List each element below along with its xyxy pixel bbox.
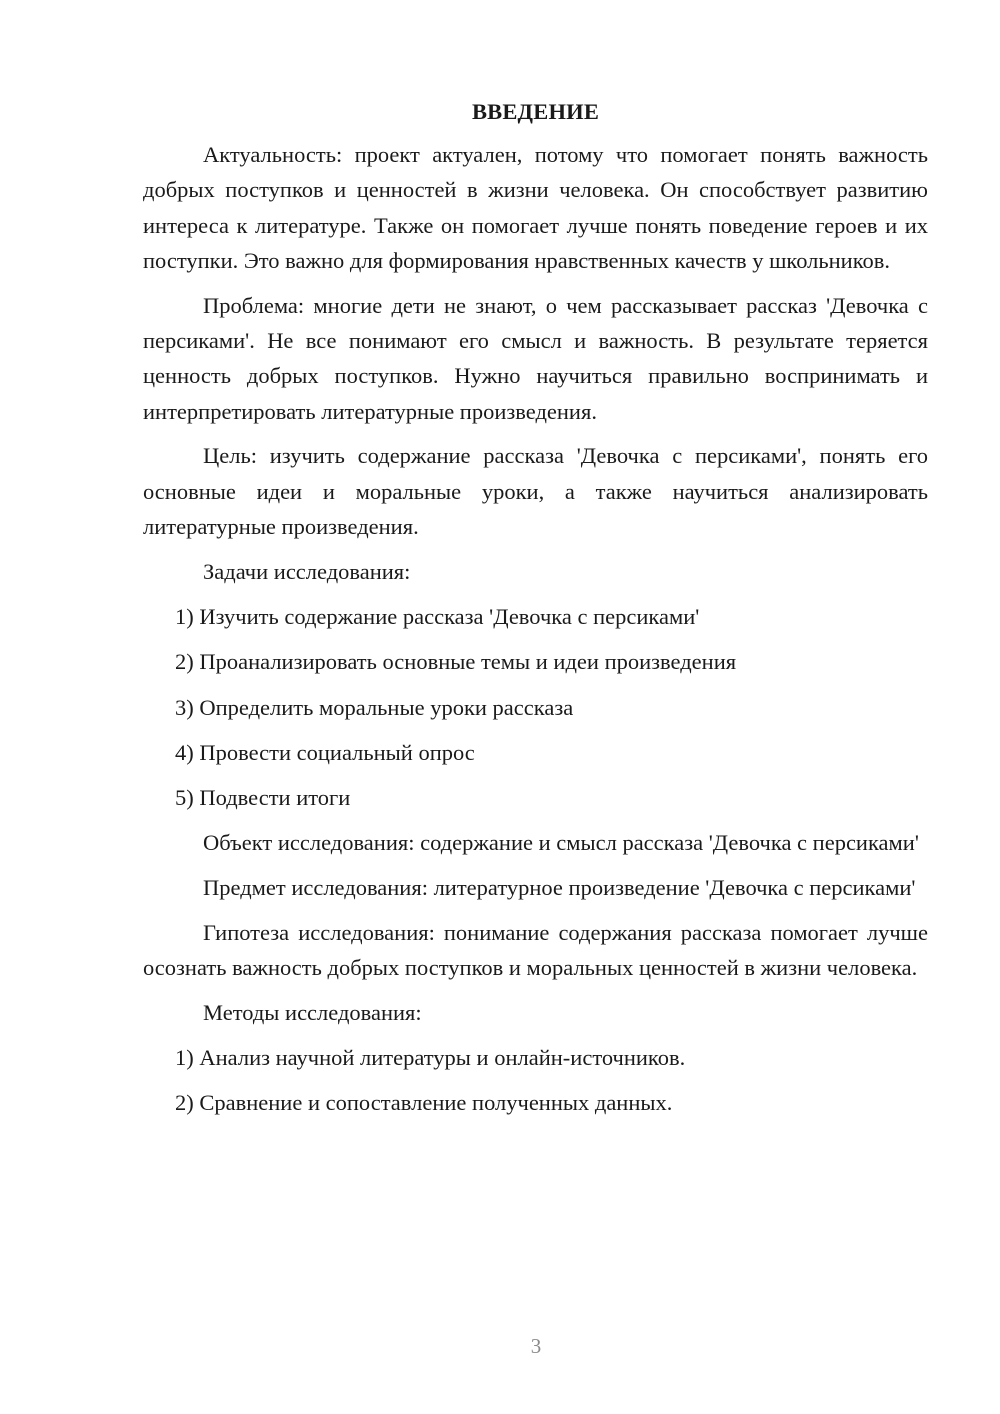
paragraph-hypothesis: Гипотеза исследования: понимание содержания рассказа помогает лучше осознать важность добрых поступков и моральных ценностей в жизни человека.: [143, 919, 928, 980]
paragraph-relevance: Актуальность: проект актуален, потому что помогает понять важность добрых поступков и ценностей в жизни человека. Он способствует развитию интереса к литературе. Также он помогает лучше понять поведение героев и их поступки. Это важно для формирования нравственных качеств у школьников.: [143, 142, 928, 273]
list-item: 4) Провести социальный опрос: [175, 739, 475, 765]
tasks-heading: Задачи исследования:: [203, 558, 411, 584]
list-item: 5) Подвести итоги: [175, 785, 351, 811]
list-item: 3) Определить моральные уроки рассказа: [175, 694, 574, 720]
page-title: ВВЕДЕНИЕ: [471, 99, 600, 124]
paragraph-subject: Предмет исследования: литературное произведение 'Девочка с персиками': [203, 874, 916, 900]
methods-heading: Методы исследования:: [203, 999, 422, 1025]
list-item: 1) Изучить содержание рассказа 'Девочка с персиками': [175, 604, 700, 630]
list-item: 2) Проанализировать основные темы и идеи произведения: [175, 649, 737, 675]
page-number: 3: [530, 1334, 542, 1358]
tasks-list: [143, 599, 928, 815]
paragraph-goal: Цель: изучить содержание рассказа 'Девочка с персиками', понять его основные идеи и моральные уроки, а также научиться анализировать литературные произведения.: [143, 443, 928, 539]
methods-list: [143, 1040, 928, 1121]
paragraph-object: Объект исследования: содержание и смысл рассказа 'Девочка с персиками': [203, 830, 919, 856]
list-item: 2) Сравнение и сопоставление полученных данных.: [175, 1090, 673, 1116]
list-item: 1) Анализ научной литературы и онлайн-источников.: [175, 1045, 686, 1071]
paragraph-problem: Проблема: многие дети не знают, о чем рассказывает рассказ 'Девочка с персиками'. Не все понимают его смысл и важность. В результате теряется ценность добрых поступков. Нужно научиться правильно воспринимать и интерпретировать литературные произведения.: [143, 292, 928, 424]
